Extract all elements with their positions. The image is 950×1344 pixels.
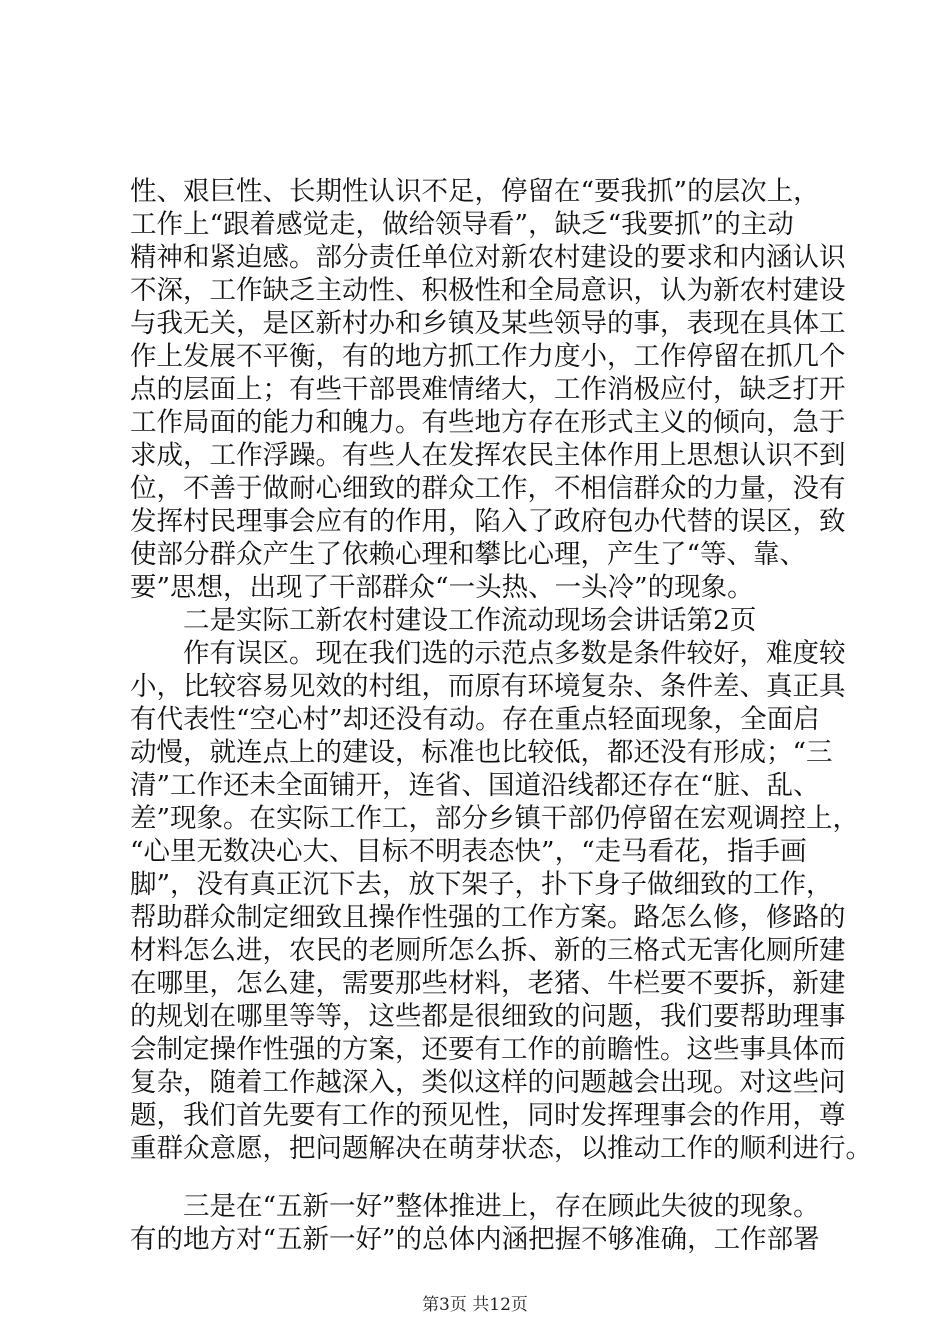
- text-line: 作有误区。现在我们选的示范点多数是条件较好，难度较: [183, 638, 846, 669]
- text-line: 清”工作还未全面铺开，连省、国道沿线都还存在“脏、乱、: [130, 770, 820, 801]
- text-line: 点的层面上；有些干部畏难情绪大，工作消极应付，缺乏打开: [130, 374, 846, 405]
- text-line: 动慢，就连点上的建设，标准也比较低，都还没有形成；“三: [130, 737, 833, 768]
- text-line: 三是在“五新一好”整体推进上，存在顾此失彼的现象。: [183, 1191, 820, 1222]
- text-line: 要”思想，出现了干部群众“一头热、一头冷”的现象。: [130, 572, 754, 603]
- text-line: 材料怎么进，农民的老厕所怎么拆、新的三格式无害化厕所建: [130, 935, 846, 966]
- text-line: 工作上“跟着感觉走，做给领导看”，缺乏“我要抓”的主动: [130, 209, 794, 240]
- text-line: 在哪里，怎么建，需要那些材料，老猪、牛栏要不要拆，新建: [130, 968, 846, 999]
- text-line: 位，不善于做耐心细致的群众工作，不相信群众的力量，没有: [130, 473, 846, 504]
- text-line: 作上发展不平衡，有的地方抓工作力度小，工作停留在抓几个: [130, 341, 846, 372]
- text-line: 性、艰巨性、长期性认识不足，停留在“要我抓”的层次上，: [130, 176, 820, 207]
- text-line: 重群众意愿，把问题解决在萌芽状态，以推动工作的顺利进行。: [130, 1133, 872, 1164]
- text-line: 的规划在哪里等等，这些都是很细致的问题，我们要帮助理事: [130, 1001, 846, 1032]
- text-line: 不深，工作缺乏主动性、积极性和全局意识，认为新农村建设: [130, 275, 846, 306]
- text-line: 求成，工作浮躁。有些人在发挥农民主体作用上思想认识不到: [130, 440, 846, 471]
- text-line: 小，比较容易见效的村组，而原有环境复杂、条件差、真正具: [130, 671, 846, 702]
- text-line: 复杂，随着工作越深入，类似这样的问题越会出现。对这些问: [130, 1067, 846, 1098]
- text-line: 脚”，没有真正沉下去，放下架子，扑下身子做细致的工作，: [130, 869, 833, 900]
- text-line: 精神和紧迫感。部分责任单位对新农村建设的要求和内涵认识: [130, 242, 846, 273]
- text-line: 题，我们首先要有工作的预见性，同时发挥理事会的作用，尊: [130, 1100, 846, 1131]
- section-heading-line: 二是实际工新农村建设工作流动现场会讲话第2页: [183, 605, 757, 636]
- text-line: 工作局面的能力和魄力。有些地方存在形式主义的倾向，急于: [130, 407, 846, 438]
- text-line: 帮助群众制定细致且操作性强的工作方案。路怎么修，修路的: [130, 902, 846, 933]
- page-footer: 第3页 共12页: [422, 1295, 528, 1315]
- text-line: 会制定操作性强的方案，还要有工作的前瞻性。这些事具体而: [130, 1034, 846, 1065]
- text-line: 与我无关，是区新村办和乡镇及某些领导的事，表现在具体工: [130, 308, 846, 339]
- text-line: 使部分群众产生了依赖心理和攀比心理，产生了“等、靠、: [130, 539, 807, 570]
- text-line: “心里无数决心大、目标不明表态快”，“走马看花，指手画: [130, 836, 807, 867]
- text-line: 有的地方对“五新一好”的总体内涵把握不够准确，工作部署: [130, 1224, 820, 1255]
- text-line: 有代表性“空心村”却还没有动。存在重点轻面现象，全面启: [130, 704, 820, 735]
- text-line: 差”现象。在实际工作工，部分乡镇干部仍停留在宏观调控上，: [130, 803, 860, 834]
- text-line: 发挥村民理事会应有的作用，陷入了政府包办代替的误区，致: [130, 506, 846, 537]
